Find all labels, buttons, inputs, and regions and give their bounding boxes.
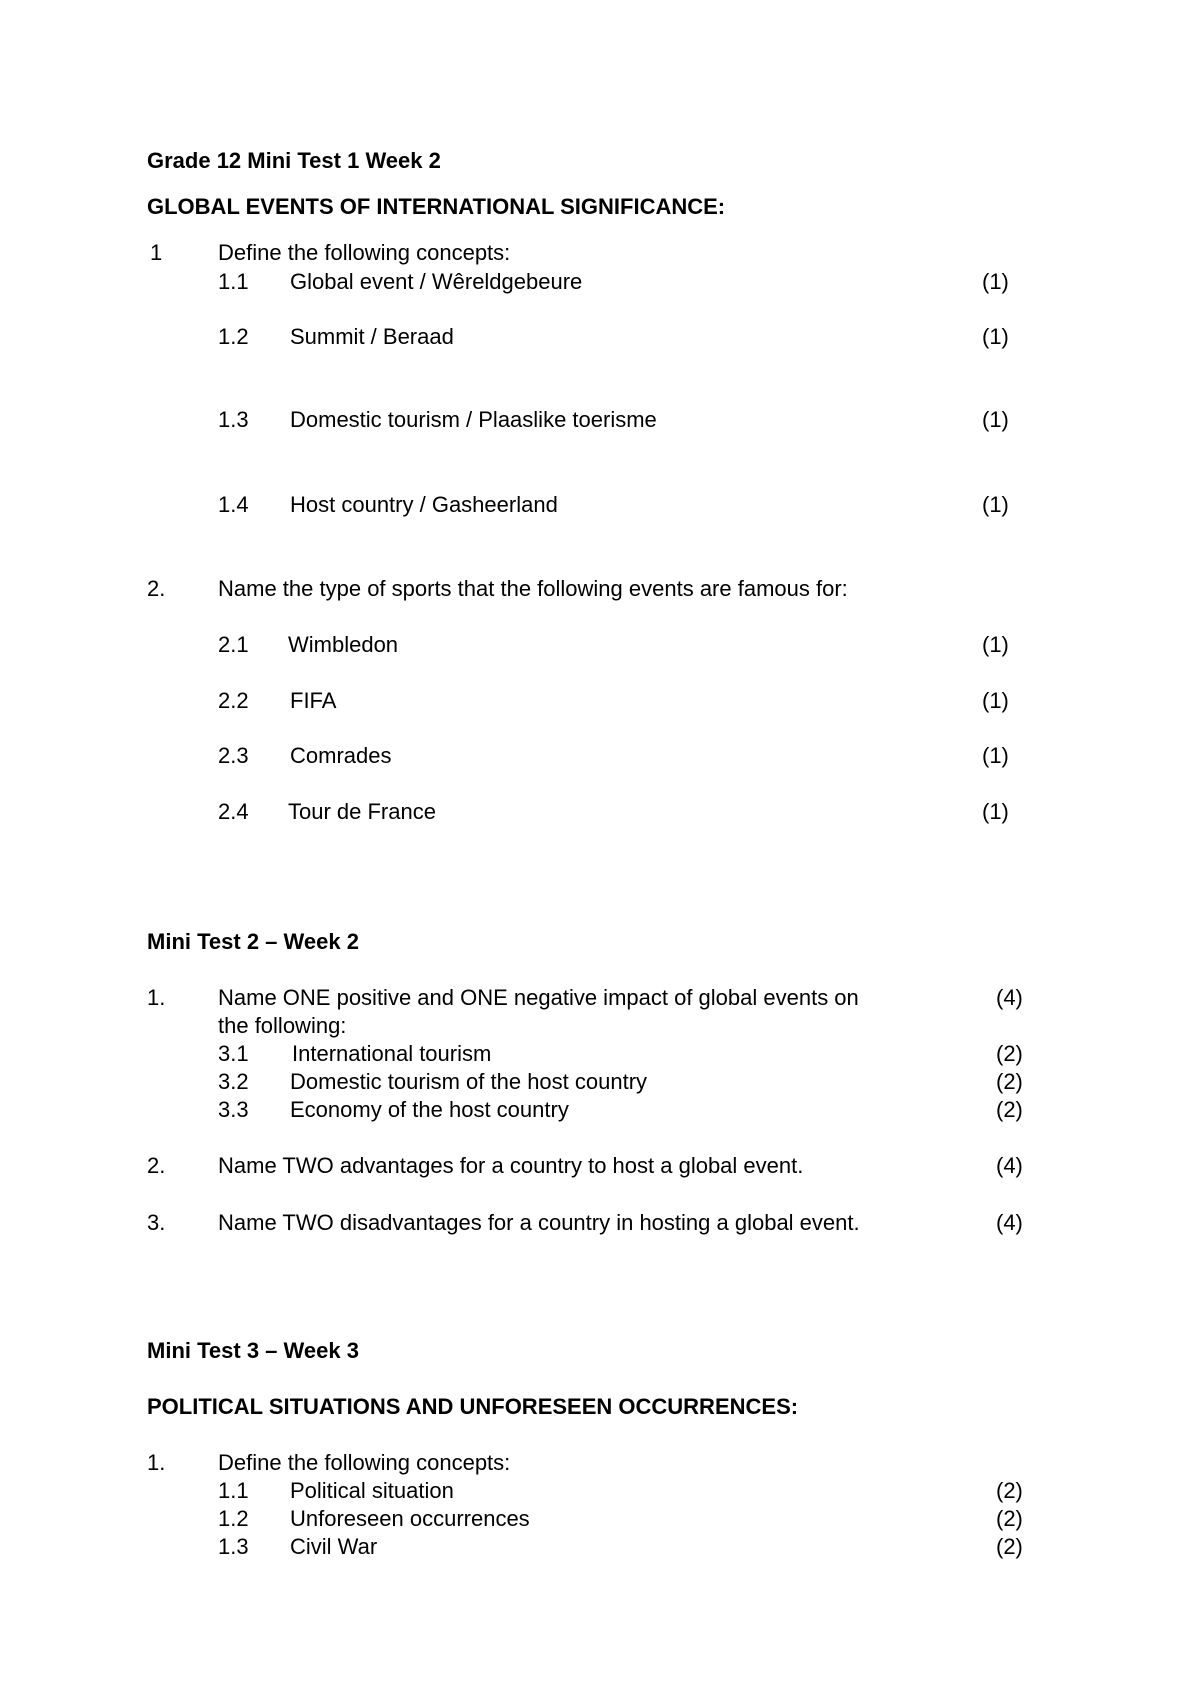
item-marks: (2) [996, 1041, 1023, 1066]
item-number: 3.3 [218, 1097, 249, 1122]
item-marks: (2) [996, 1478, 1023, 1503]
item-number: 1.1 [218, 269, 249, 294]
item-number: 2.2 [218, 688, 249, 713]
item-marks: (2) [996, 1069, 1023, 1094]
question-number: 1 [150, 240, 163, 265]
item-text: Economy of the host country [290, 1097, 569, 1122]
test1-heading: GLOBAL EVENTS OF INTERNATIONAL SIGNIFICANCE: [147, 194, 726, 219]
item-number: 1.3 [218, 1534, 249, 1559]
question-text: Name TWO advantages for a country to host a global event. [218, 1153, 804, 1178]
item-text: Global event / Wêreldgebeure [290, 269, 583, 294]
question-number: 1. [147, 985, 166, 1010]
test3-title: Mini Test 3 – Week 3 [147, 1338, 359, 1363]
test3-heading: POLITICAL SITUATIONS AND UNFORESEEN OCCURRENCES: [147, 1394, 799, 1419]
item-text: Host country / Gasheerland [290, 492, 558, 517]
question-number: 1. [147, 1450, 166, 1475]
item-number: 1.4 [218, 492, 249, 517]
item-marks: (1) [982, 492, 1009, 517]
item-number: 2.3 [218, 743, 249, 768]
item-text: Domestic tourism / Plaaslike toerisme [290, 407, 657, 432]
item-text: Comrades [290, 743, 392, 768]
item-text: Wimbledon [288, 632, 399, 657]
question-number: 2. [147, 576, 166, 601]
item-marks: (1) [982, 269, 1009, 294]
question-text: Define the following concepts: [218, 240, 511, 265]
question-text: Define the following concepts: [218, 1450, 511, 1475]
question-marks: (4) [996, 1153, 1023, 1178]
item-marks: (1) [982, 632, 1009, 657]
item-number: 2.4 [218, 799, 249, 824]
test1-title: Grade 12 Mini Test 1 Week 2 [147, 148, 441, 173]
item-number: 3.2 [218, 1069, 249, 1094]
question-text: Name the type of sports that the following events are famous for: [218, 576, 848, 601]
item-text: Political situation [290, 1478, 454, 1503]
question-marks: (4) [996, 985, 1023, 1010]
item-text: Unforeseen occurrences [290, 1506, 530, 1531]
item-number: 1.1 [218, 1478, 249, 1503]
item-text: Domestic tourism of the host country [290, 1069, 648, 1094]
item-marks: (2) [996, 1097, 1023, 1122]
question-number: 2. [147, 1153, 166, 1178]
question-text-continued: the following: [218, 1013, 347, 1038]
item-text: FIFA [290, 688, 337, 713]
test2-title: Mini Test 2 – Week 2 [147, 929, 359, 954]
item-number: 2.1 [218, 632, 249, 657]
item-marks: (2) [996, 1506, 1023, 1531]
item-marks: (1) [982, 407, 1009, 432]
item-text: International tourism [292, 1041, 492, 1066]
item-marks: (1) [982, 688, 1009, 713]
item-marks: (1) [982, 799, 1009, 824]
item-marks: (1) [982, 324, 1009, 349]
item-number: 1.3 [218, 407, 249, 432]
item-text: Summit / Beraad [290, 324, 454, 349]
item-marks: (1) [982, 743, 1009, 768]
item-number: 3.1 [218, 1041, 249, 1066]
question-text: Name TWO disadvantages for a country in hosting a global event. [218, 1210, 860, 1235]
item-text: Civil War [290, 1534, 378, 1559]
item-marks: (2) [996, 1534, 1023, 1559]
item-number: 1.2 [218, 1506, 249, 1531]
question-marks: (4) [996, 1210, 1023, 1235]
item-text: Tour de France [288, 799, 436, 824]
question-number: 3. [147, 1210, 166, 1235]
item-number: 1.2 [218, 324, 249, 349]
question-text: Name ONE positive and ONE negative impact of global events on [218, 985, 859, 1010]
